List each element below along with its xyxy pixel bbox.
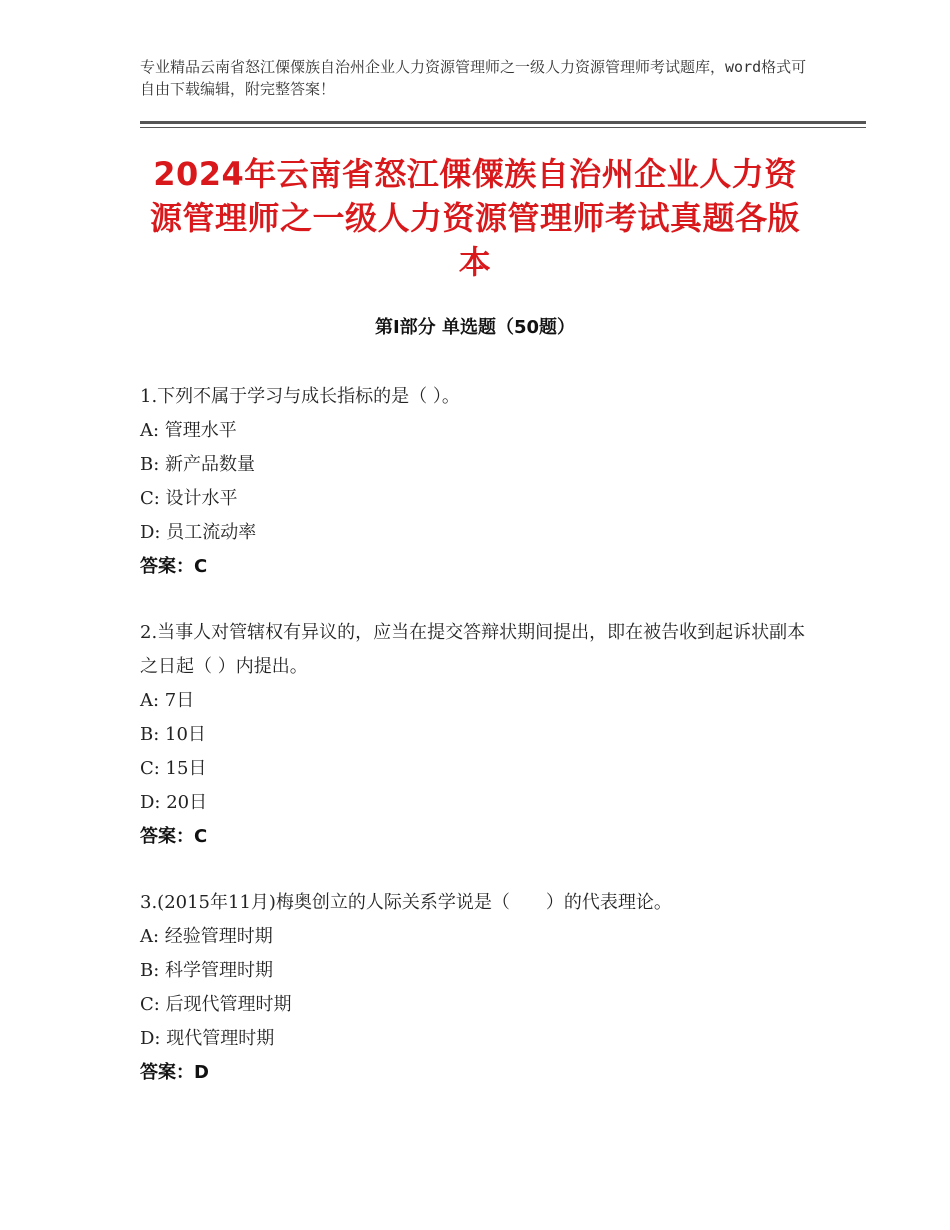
option-c: C: 15日 xyxy=(140,758,207,779)
option-b: B: 10日 xyxy=(140,724,206,745)
header-divider-thick xyxy=(140,121,866,124)
header-note: 专业精品云南省怒江傈僳族自治州企业人力资源管理师之一级人力资源管理师考试题库，word格式可自由下载编辑，附完整答案！ xyxy=(140,58,807,98)
option-a: A: 经验管理时期 xyxy=(140,926,273,947)
question-3 xyxy=(140,886,820,1090)
option-d: D: 20日 xyxy=(140,792,208,813)
question-2 xyxy=(140,616,820,854)
answer: 答案：C xyxy=(140,556,208,577)
question-stem: 3.(2015年11月)梅奥创立的人际关系学说是（ ）的代表理论。 xyxy=(140,892,672,913)
question-list xyxy=(140,380,820,1122)
answer: 答案：D xyxy=(140,1062,209,1083)
option-b: B: 科学管理时期 xyxy=(140,960,274,981)
option-a: A: 7日 xyxy=(140,690,195,711)
answer: 答案：C xyxy=(140,826,208,847)
option-d: D: 现代管理时期 xyxy=(140,1028,275,1049)
option-a: A: 管理水平 xyxy=(140,420,237,441)
option-c: C: 后现代管理时期 xyxy=(140,994,292,1015)
option-b: B: 新产品数量 xyxy=(140,454,256,475)
question-stem: 1.下列不属于学习与成长指标的是（ ）。 xyxy=(140,386,460,407)
header-divider-thin xyxy=(140,127,866,128)
option-c: C: 设计水平 xyxy=(140,488,238,509)
question-1 xyxy=(140,380,820,584)
document-title: 2024年云南省怒江傈僳族自治州企业人力资源管理师之一级人力资源管理师考试真题各版本 xyxy=(149,155,800,281)
question-stem: 2.当事人对管辖权有异议的，应当在提交答辩状期间提出，即在被告收到起诉状副本之日起（ ）内提出。 xyxy=(140,622,806,677)
option-d: D: 员工流动率 xyxy=(140,522,257,543)
section-title: 第Ⅰ部分 单选题（50题） xyxy=(374,317,575,338)
